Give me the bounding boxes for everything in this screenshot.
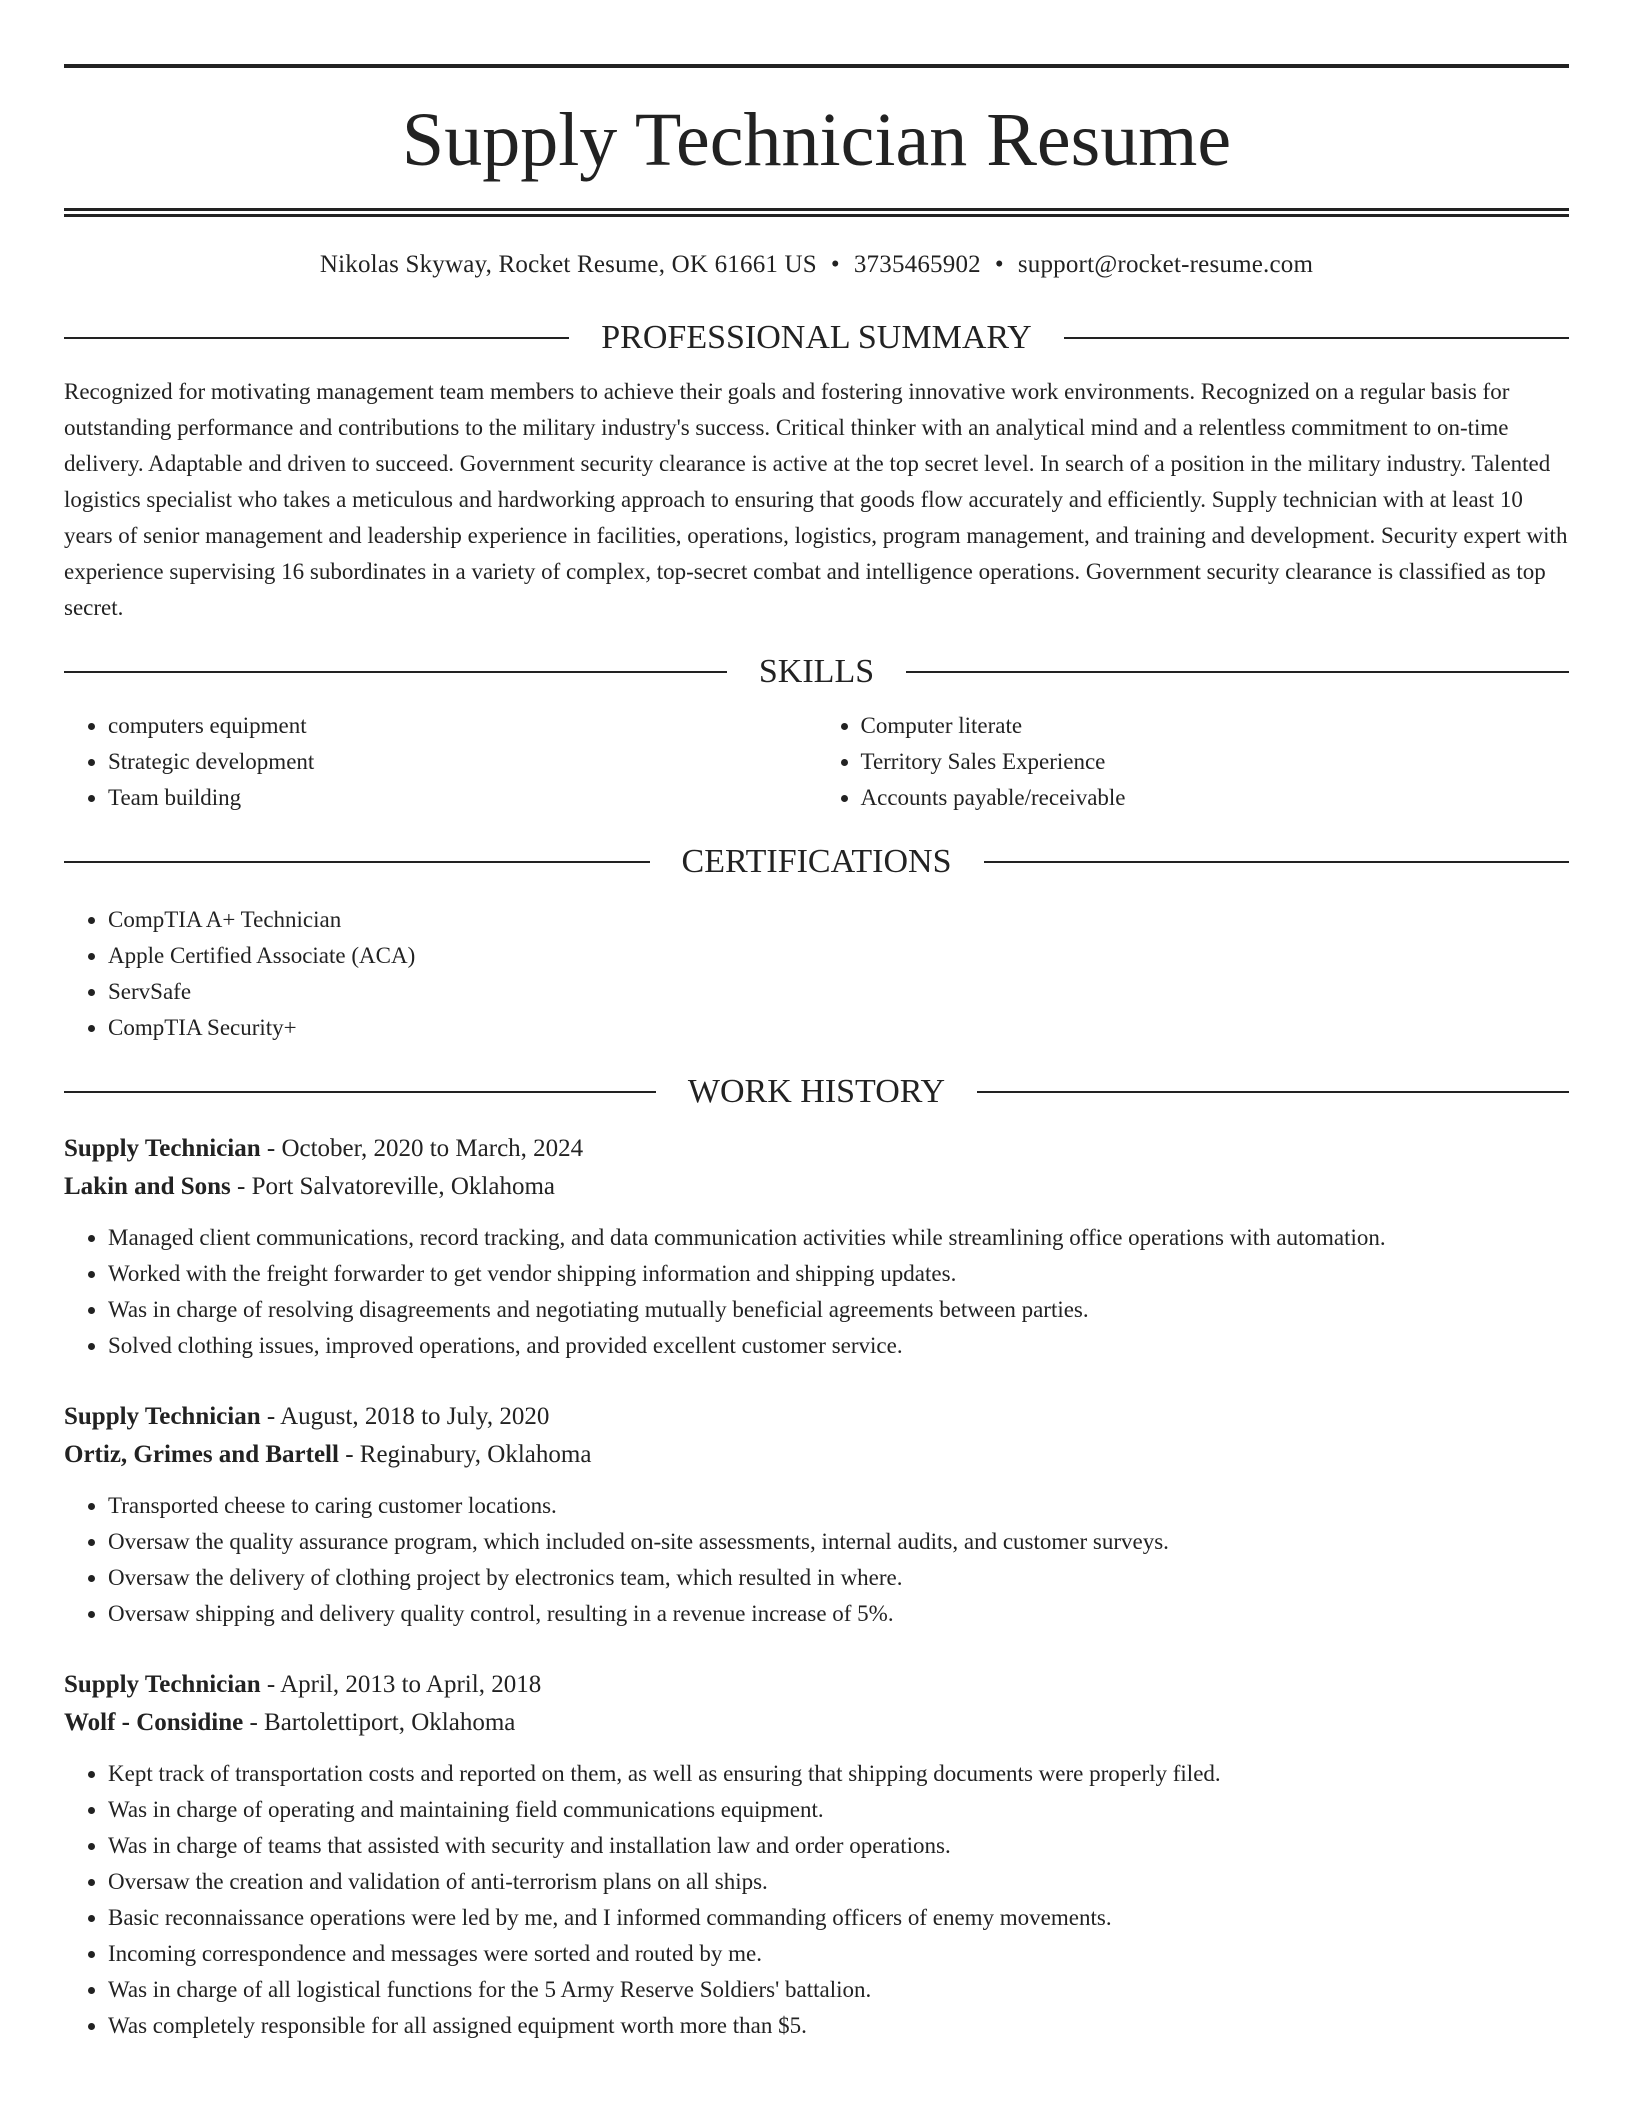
skills-heading-label: SKILLS <box>758 653 875 690</box>
skills-list-left <box>64 708 817 816</box>
top-rule <box>64 64 1569 68</box>
job-bullet: • Worked with the freight forwarder to get vendor shipping information and shipping updates. <box>108 1256 1569 1292</box>
certification-item: • CompTIA Security+ <box>108 1010 1569 1046</box>
job-bullet: • Basic reconnaissance operations were led by me, and I informed commanding officers of enemy movements. <box>108 1900 1569 1936</box>
job-entry <box>64 1398 1569 1632</box>
contact-line <box>64 250 1569 280</box>
job-title-line <box>64 1130 1569 1168</box>
job-company: Lakin and Sons <box>64 1173 231 1200</box>
certifications-heading-label: CERTIFICATIONS <box>681 843 952 880</box>
contact-email: support@rocket-resume.com <box>1017 251 1314 278</box>
job-bullet: • Was in charge of resolving disagreements and negotiating mutually beneficial agreements between parties. <box>108 1292 1569 1328</box>
heading-rule-right <box>1064 337 1569 339</box>
job-role: Supply Technician <box>64 1403 261 1430</box>
summary-heading <box>64 318 1569 358</box>
job-location: - Reginabury, Oklahoma <box>338 1441 592 1468</box>
job-bullets <box>64 1756 1569 2044</box>
summary-heading-label: PROFESSIONAL SUMMARY <box>601 319 1032 356</box>
job-role: Supply Technician <box>64 1135 261 1162</box>
job-bullet: • Solved clothing issues, improved operations, and provided excellent customer service. <box>108 1328 1569 1364</box>
contact-separator: • <box>830 251 840 278</box>
skill-item: • computers equipment <box>108 708 817 744</box>
work-history-heading <box>64 1072 1569 1112</box>
job-bullets <box>64 1220 1569 1364</box>
skill-item: • Strategic development <box>108 744 817 780</box>
job-company-line <box>64 1436 1569 1474</box>
certification-item: • Apple Certified Associate (ACA) <box>108 938 1569 974</box>
job-location: - Port Salvatoreville, Oklahoma <box>230 1173 556 1200</box>
job-location: - Bartolettiport, Oklahoma <box>243 1709 516 1736</box>
job-bullet: • Kept track of transportation costs and reported on them, as well as ensuring that shipping documents were properly filed. <box>108 1756 1569 1792</box>
heading-rule-left <box>64 1091 656 1093</box>
job-company: Wolf - Considine <box>64 1709 244 1736</box>
job-title-line <box>64 1666 1569 1704</box>
job-bullet: • Transported cheese to caring customer locations. <box>108 1488 1569 1524</box>
skill-item: • Computer literate <box>861 708 1570 744</box>
job-bullet: • Was in charge of operating and maintaining field communications equipment. <box>108 1792 1569 1828</box>
job-company: Ortiz, Grimes and Bartell <box>64 1441 339 1468</box>
job-entry <box>64 1666 1569 2044</box>
heading-rule-right <box>984 861 1570 863</box>
heading-rule-right <box>977 1091 1569 1093</box>
heading-rule-left <box>64 337 569 339</box>
work-history-heading-label: WORK HISTORY <box>687 1073 946 1110</box>
certifications-list <box>64 902 1569 1046</box>
job-bullets <box>64 1488 1569 1632</box>
skill-item: • Team building <box>108 780 817 816</box>
job-bullet: • Oversaw the delivery of clothing project by electronics team, which resulted in where. <box>108 1560 1569 1596</box>
heading-rule-right <box>906 671 1569 673</box>
certifications-heading <box>64 842 1569 882</box>
job-company-line <box>64 1704 1569 1742</box>
contact-separator: • <box>994 251 1004 278</box>
job-bullet: • Oversaw shipping and delivery quality control, resulting in a revenue increase of 5%. <box>108 1596 1569 1632</box>
job-bullet: • Was in charge of teams that assisted with security and installation law and order operations. <box>108 1828 1569 1864</box>
job-dates: - August, 2018 to July, 2020 <box>260 1403 550 1430</box>
skill-item: • Accounts payable/receivable <box>861 780 1570 816</box>
job-bullet: • Was completely responsible for all assigned equipment worth more than $5. <box>108 2008 1569 2044</box>
job-entry <box>64 1130 1569 1364</box>
job-role: Supply Technician <box>64 1671 261 1698</box>
job-company-line <box>64 1168 1569 1206</box>
contact-phone: 3735465902 <box>853 251 981 278</box>
skills-heading <box>64 652 1569 692</box>
heading-rule-left <box>64 861 650 863</box>
summary-text: Recognized for motivating management team members to achieve their goals and fostering innovative work environments. Recognized on a regular basis for outstanding performance and contributions to the military industry's success. Critical thinker with an analytical mind and a relentless commitment to on-time delivery. Adaptable and driven to succeed. Government security clearance is active at the top secret level. In search of a position in the military industry. Talented logistics specialist who takes a meticulous and hardworking approach to ensuring that goods flow accurately and efficiently. Supply technician with at least 10 years of senior management and leadership experience in facilities, operations, logistics, program management, and training and development. Security expert with experience supervising 16 subordinates in a variety of complex, top-secret combat and intelligence operations. Government security clearance is classified as top secret. <box>64 379 1568 620</box>
job-bullet: • Oversaw the quality assurance program, which included on-site assessments, internal audits, and customer surveys. <box>108 1524 1569 1560</box>
job-dates: - October, 2020 to March, 2024 <box>260 1135 584 1162</box>
page-title: Supply Technician Resume <box>401 98 1232 182</box>
job-bullet: • Was in charge of all logistical functions for the 5 Army Reserve Soldiers' battalion. <box>108 1972 1569 2008</box>
skills-grid <box>64 708 1569 816</box>
resume-page <box>64 64 1569 2078</box>
job-bullet: • Incoming correspondence and messages were sorted and routed by me. <box>108 1936 1569 1972</box>
skills-list-right <box>817 708 1570 816</box>
job-title-line <box>64 1398 1569 1436</box>
title-double-rule <box>64 208 1569 217</box>
certification-item: • ServSafe <box>108 974 1569 1010</box>
job-bullet: • Oversaw the creation and validation of anti-terrorism plans on all ships. <box>108 1864 1569 1900</box>
job-bullet: • Managed client communications, record tracking, and data communication activities while streamlining office operations with automation. <box>108 1220 1569 1256</box>
heading-rule-left <box>64 671 727 673</box>
job-dates: - April, 2013 to April, 2018 <box>260 1671 542 1698</box>
contact-address: Nikolas Skyway, Rocket Resume, OK 61661 US <box>319 251 817 278</box>
certification-item: • CompTIA A+ Technician <box>108 902 1569 938</box>
skill-item: • Territory Sales Experience <box>861 744 1570 780</box>
